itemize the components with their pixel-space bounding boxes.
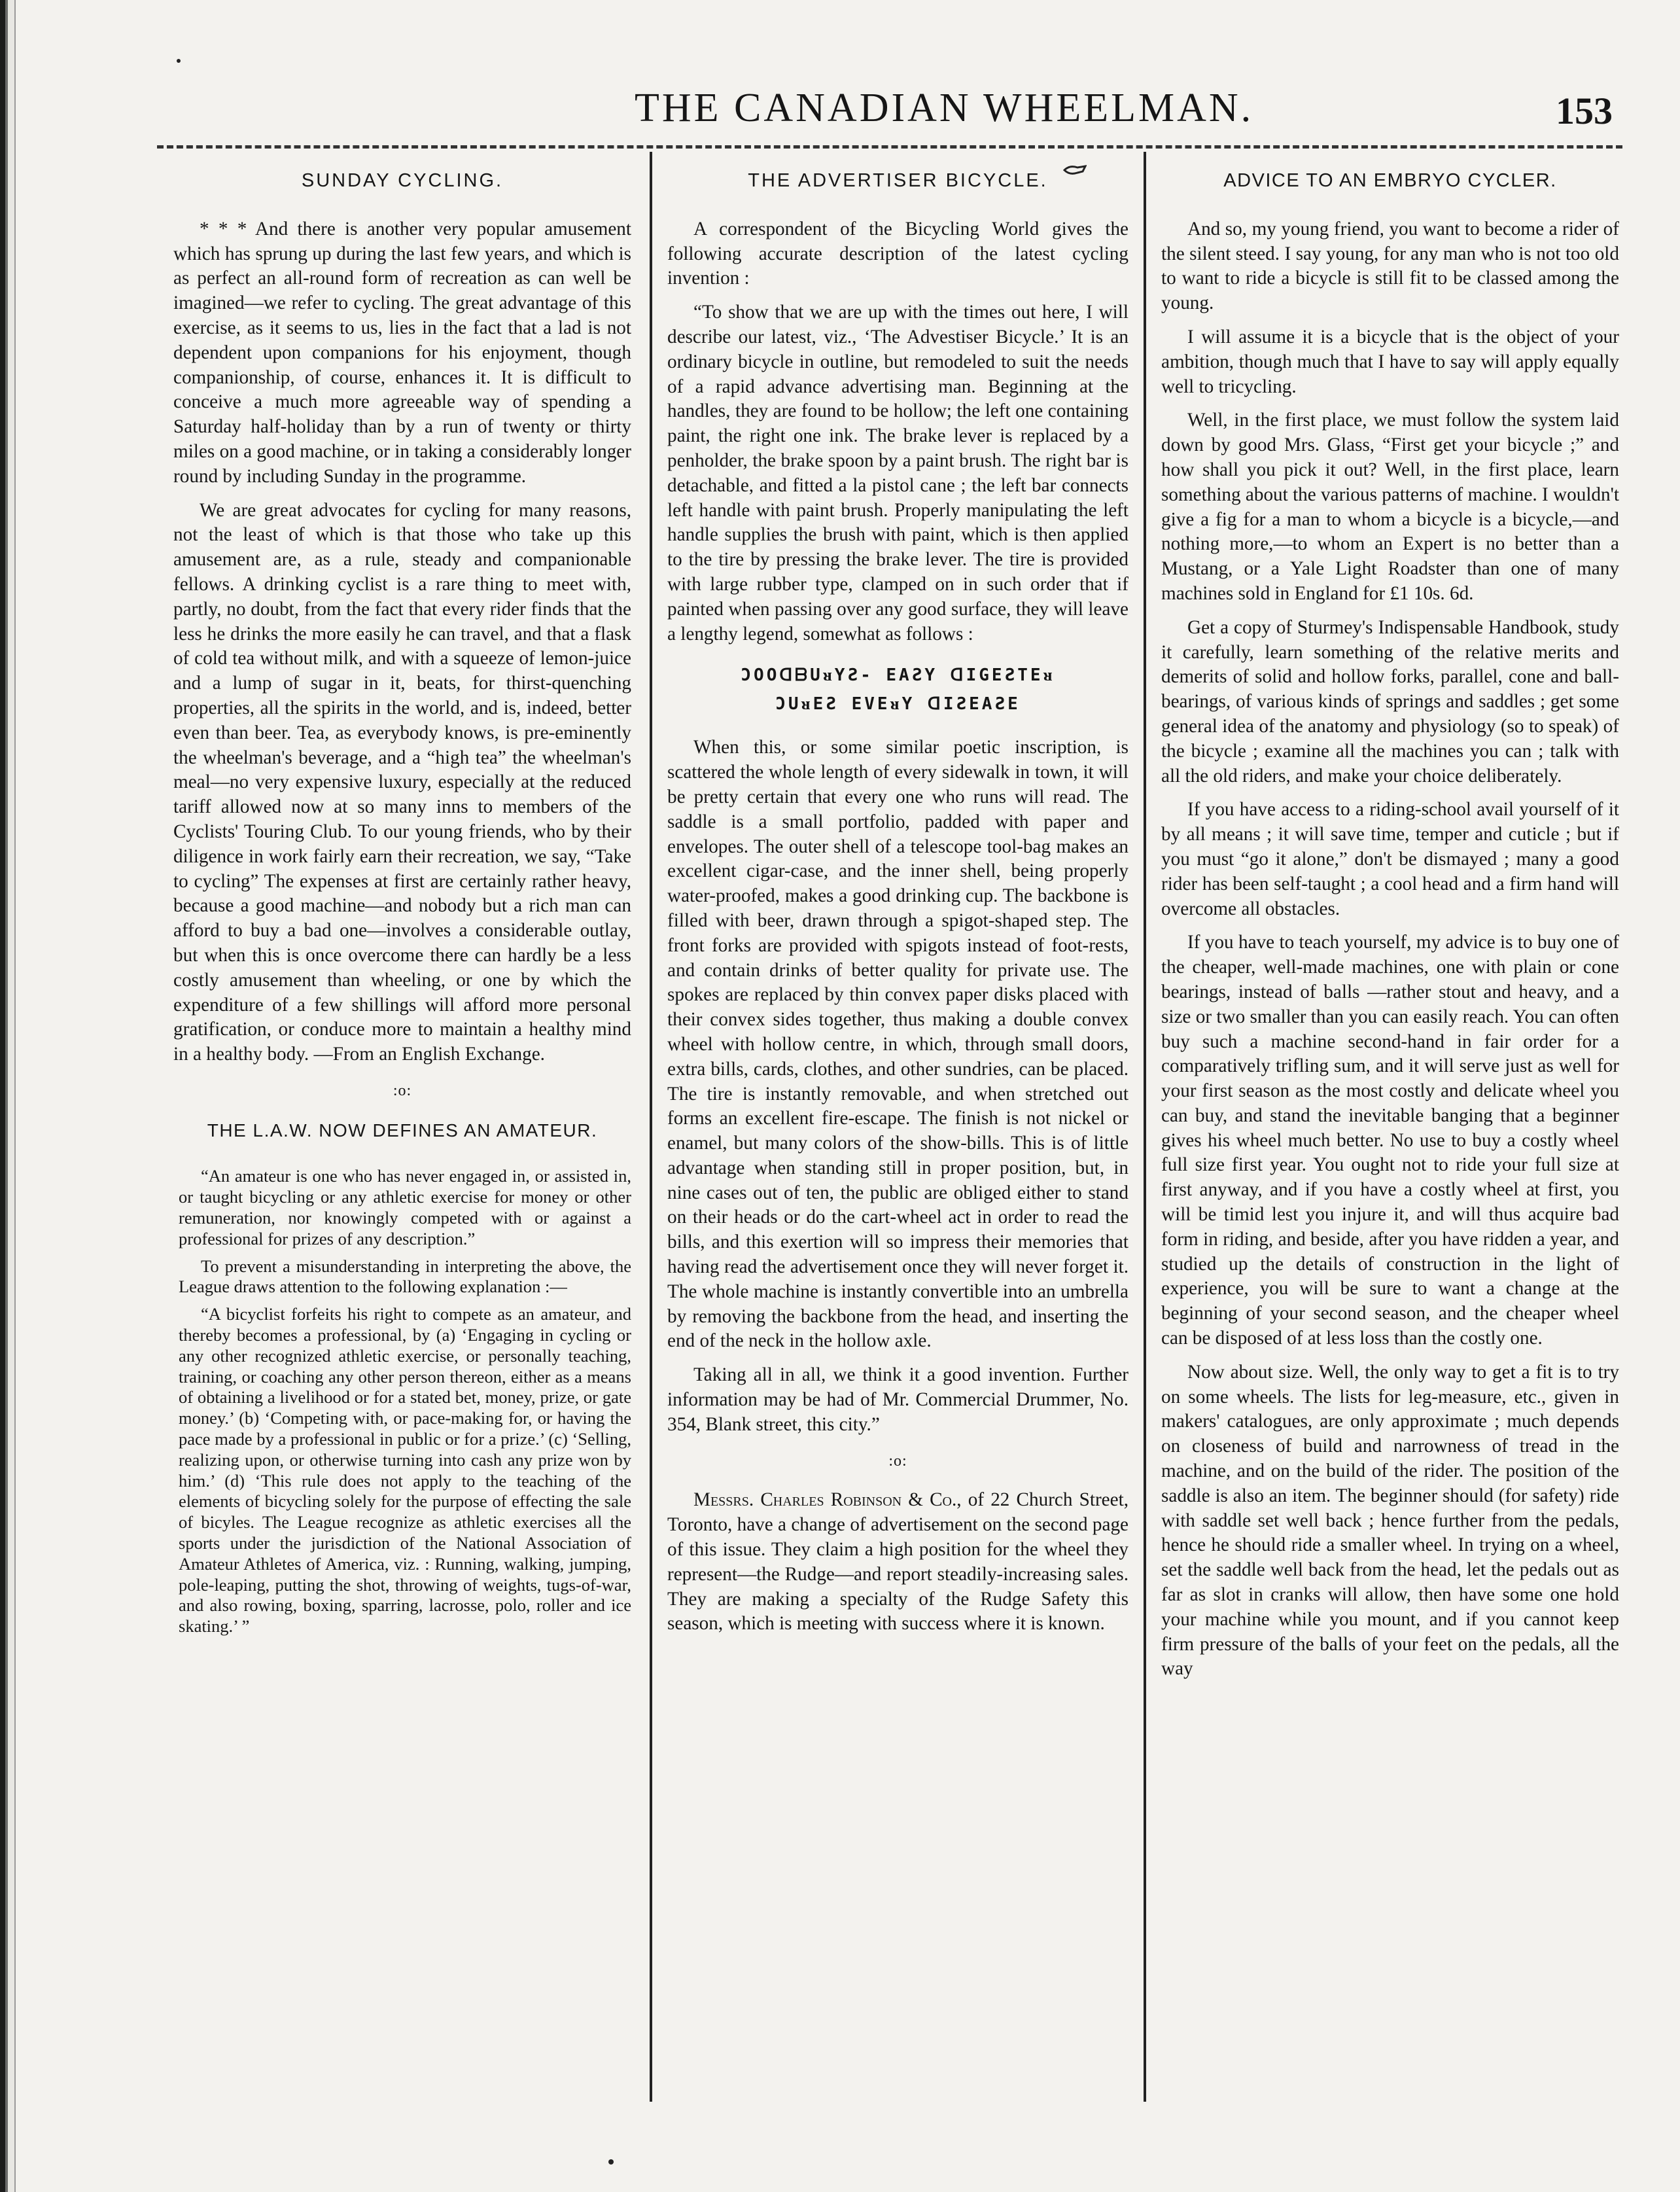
column-rule-1 — [650, 152, 652, 2102]
column-2 — [667, 157, 1129, 1646]
article-paragraph: Now about size. Well, the only way to get a fit is to try on some wheels. The lists for leg-measure, etc., given in makers' catalogues, are only approximate ; much depends on closeness of build and narrowness of tread in the machine, and on the build of the rider. The position of the saddle is also an item. The beginner should (for safety) ride with saddle set well back ; hence further from the pedals, hence he should ride a smaller wheel. In trying on a wheel, set the saddle well back from the head, let the pedals out as far as slot in cranks will allow, then have some one hold your machine while you mount, and if you cannot keep firm pressure of the balls of your feet on the pedals, all the way — [1161, 1361, 1619, 1680]
article-paragraph: I will assume it is a bicycle that is the object of your ambition, though much that I have to say will apply equally well to tricycling. — [1161, 326, 1619, 397]
article-paragraph: When this, or some similar poetic inscription, is scattered the whole length of every sidewalk in town, it will be pretty certain that every one who runs will read. The saddle is a small portfolio, padded with paper and envelopes. The outer shell of a telescope tool-bag makes an excellent cigar-case, and the inner shell, being properly water-proofed, makes a good drinking cup. The backbone is filled with beer, drawn through a spigot-shaped step. The front forks are provided with spigots instead of foot-rests, and contain drinks of better quality for private use. The spokes are replaced by thin convex paper disks placed with their convex sides together, thus making a double convex wheel with hollow centre, in which, through small doors, extra bills, cards, clothes, and other sundries, can be placed. The tire is instantly removable, and when stretched out forms an excellent fire-escape. The finish is not nickel or enamel, but many colors of the show-bills. This is of little advantage when standing still in proper position, but, in nine cases out of ten, the public are obliged either to stand on their heads or do the cart-wheel act in order to read the bills, and this exertion will so impress their memories that having read the advertisement once they will never forget it. The whole machine is instantly convertible into an umbrella by removing the backbone from the head, and inserting the end of the neck in the hollow axle. — [667, 737, 1129, 1352]
article-paragraph: And so, my young friend, you want to become a rider of the silent steed. I say young, for any man who is not too old to want to ride a bicycle is still fit to be classed among the young. — [1161, 218, 1619, 314]
article-heading-law-amateur: THE L.A.W. NOW DEFINES AN AMATEUR. — [207, 1120, 598, 1140]
header-rule — [157, 145, 1622, 149]
article-paragraph: Taking all in all, we think it a good invention. Further information may be had of Mr. Commercial Drummer, No. 354, Blank street, this city.” — [667, 1364, 1129, 1435]
article-paragraph: Well, in the first place, we must follow the system laid down by good Mrs. Glass, “First get your bicycle ;” and how shall you pick it out? Well, in the first place, learn something about the various patterns of machine. I wouldn't give a fig for a man to whom a bicycle is a bicycle,—and nothing more,—to whom an Expert is no better than a Mustang, or a Yale Light Roadster than one of many machines sold in England for £1 10s. 6d. — [1161, 410, 1619, 604]
article-heading-advertiser-bicycle: THE ADVERTISER BICYCLE. — [748, 170, 1048, 191]
section-separator: :o: — [393, 1082, 412, 1099]
robinson-notice-lead: Messrs. Charles Robinson & Co., — [693, 1489, 962, 1511]
article-heading-embryo-cycler: ADVICE TO AN EMBRYO CYCLER. — [1223, 170, 1557, 191]
page-number: 153 — [1556, 90, 1613, 132]
law-definition-quote — [179, 1166, 631, 1637]
quote-paragraph: To prevent a misunderstanding in interpreting the above, the League draws attention to the following explanation :— — [179, 1256, 631, 1297]
tire-legend — [667, 661, 1129, 718]
article-paragraph: We are great advocates for cycling for many reasons, not the least of which is that those who take up this amusement are, as a rule, steady and companionable fellows. A drinking cyclist is a rare thing to meet with, partly, no doubt, from the fact that every rider finds that the less he drinks the more easily he can travel, and that a flask of cold tea without milk, and with a squeeze of lemon-juice and a lump of sugar in it, beats, for thirst-quenching properties, all the spirits in the world, and is, indeed, better even than beer. Tea, as everybody knows, is pre-eminently the wheelman's beverage, and a “high tea” the wheelman's meal—no very expensive luxury, especially at the reduced tariff allowed now at so many inns to members of the Cyclists' Touring Club. To our young friends, who by their diligence in work fairly earn their recreation, we say, “Take to cycling” The expenses at first are certainly rather heavy, because a good machine—and nobody but a rich man can afford to buy a bad one—involves a considerable outlay, but when this is once overcome there can hardly be a less costly amusement than wheeling, or one by which the expenditure of a few shillings will afford more personal gratification, or conduce more to maintain a healthy mind in a healthy body. —From an English Exchange. — [173, 499, 631, 1065]
scan-speck — [608, 2159, 614, 2165]
article-paragraph: If you have access to a riding-school avail yourself of it by all means ; it will save time, temper and cuticle ; but if you must “go it alone,” don't be dismayed ; many a good rider has been self-taught ; a cool head and a firm hand will overcome all obstacles. — [1161, 799, 1619, 919]
scan-speck — [177, 59, 181, 63]
publication-title: THE CANADIAN WHEELMAN. — [635, 86, 1254, 130]
quote-paragraph: “An amateur is one who has never engaged in, or assisted in, or taught bicycling or any athletic exercise for money or other remuneration, nor knowingly competed with or against a professional for prizes of any description.” — [179, 1166, 631, 1248]
column-1 — [173, 157, 631, 1644]
article-paragraph: Get a copy of Sturmey's Indispensable Handbook, study it carefully, learn something of the relative merits and demerits of solid and hollow forks, parallel, cone and ball-bearings, of various kinds of springs and saddles ; get some general idea of the anatomy and physiology (so to speak) of the bicycle ; examine all the machines you can ; talk with all the old riders, and make your choice deliberately. — [1161, 616, 1619, 787]
article-paragraph: * * * And there is another very popular amusement which has sprung up during the last few years, and which is as perfect an all-round form of recreation as can well be imagined—we refer to cycling. The great advantage of this exercise, as it seems to us, lies in the fact that a lad is not dependent upon companions for his enjoyment, though companionship, of course, enhances it. It is difficult to conceive a much more agreeable way of spending a Saturday half-holiday than by a run of twenty or thirty miles on a good machine, or in taking a considerably longer round by including Sunday in the programme. — [173, 218, 631, 487]
article-paragraph: A correspondent of the Bicycling World gives the following accurate description of the latest cycling invention : — [667, 218, 1129, 289]
article-heading-sunday-cycling: SUNDAY CYCLING. — [301, 170, 504, 191]
section-separator: :o: — [888, 1452, 907, 1470]
page-binding-edge — [0, 0, 39, 2192]
article-paragraph: “To show that we are up with the times out here, I will describe our latest, viz., ‘The Advestiser Bicycle.’ It is an ordinary bicycle in outline, but remodeled to suit the needs of a rapid advance advertising man. Beginning at the handles, they are found to be hollow; the left one containing paint, the right one ink. The brake lever is replaced by a penholder, the brake spoon by a paint brush. The right bar is detachable, and fitted a la pistol cane ; the left bar connects left handle with paint brush. Properly manipulating the left handle supplies the brush with paint, which is then applied to the tire by pressing the brake lever. The tire is provided with large rubber type, clamped on in such order that if painted when passing over any good surface, they will leave a lengthy legend, somewhat as follows : — [667, 302, 1129, 645]
article-paragraph: If you have to teach yourself, my advice is to buy one of the cheaper, well-made machines, one with plain or cone bearings, instead of balls —rather stout and heavy, and a size or two smaller than you can easily reach. You can often buy such a machine second-hand in fair order for a comparatively trifling sum, and it will serve just as well for your first season as the most costly and delicate wheel you can buy, and stand the inevitable banging that a beginner gives his wheel much better. No use to buy a costly wheel full size first year. You ought not to ride your full size at first anyway, and if you have a costly wheel at first, you will be timid lest you injure it, and will thus acquire bad form in riding, and beside, after you have ridden a year, and studied up the details of construction in the light of experience, you will be sure to want a change at the beginning of your second season, and the cheaper wheel can be disposed of at less loss than the costly one. — [1161, 932, 1619, 1349]
column-rule-2 — [1144, 152, 1146, 2102]
robinson-notice-text: of 22 Church Street, Toronto, have a change of advertisement on the second page of this issue. They claim a high position for the wheel they represent—the Rudge—and report steadily-increasing sales. They are making a specialty of the Rudge Safety this season, which is meeting with success where it is known. — [667, 1489, 1129, 1635]
column-3 — [1161, 157, 1619, 1691]
robinson-notice — [667, 1488, 1129, 1636]
masthead — [118, 85, 1622, 137]
pointer-mark-icon — [1063, 164, 1087, 177]
tire-legend-line-2: ƆUᴚEƧ EVEᴚY ᗡIƧEAƧE — [775, 694, 1021, 715]
tire-legend-line-1: ƆOOᗡᗷUᴚYƧ- EAƧY ᗡIGEƧTEᴚ — [741, 665, 1055, 686]
quote-paragraph: “A bicyclist forfeits his right to compete as an amateur, and thereby becomes a professional, by (a) ‘Engaging in cycling or any other recognized athletic exercise, or personally teaching, training, or coaching any other person thereon, either as a means of obtaining a livelihood or for a stated bet, money, prize, or gate money.’ (b) ‘Competing with, or pace-making for, or having the pace made by a professional in public or for a prize.’ (c) ‘Selling, realizing upon, or otherwise turning into cash any prize won by him.’ (d) ‘This rule does not apply to the teaching of the elements of bicycling solely for the purpose of effecting the sale of bicyles. The League recognize as athletic exercises all the sports under the jurisdiction of the National Association of Amateur Athletes of America, viz. : Running, walking, jumping, pole-leaping, putting the shot, throwing of weights, tugs-of-war, and also rowing, boxing, sparring, lacrosse, polo, roller and ice skating.’ ” — [179, 1304, 631, 1636]
